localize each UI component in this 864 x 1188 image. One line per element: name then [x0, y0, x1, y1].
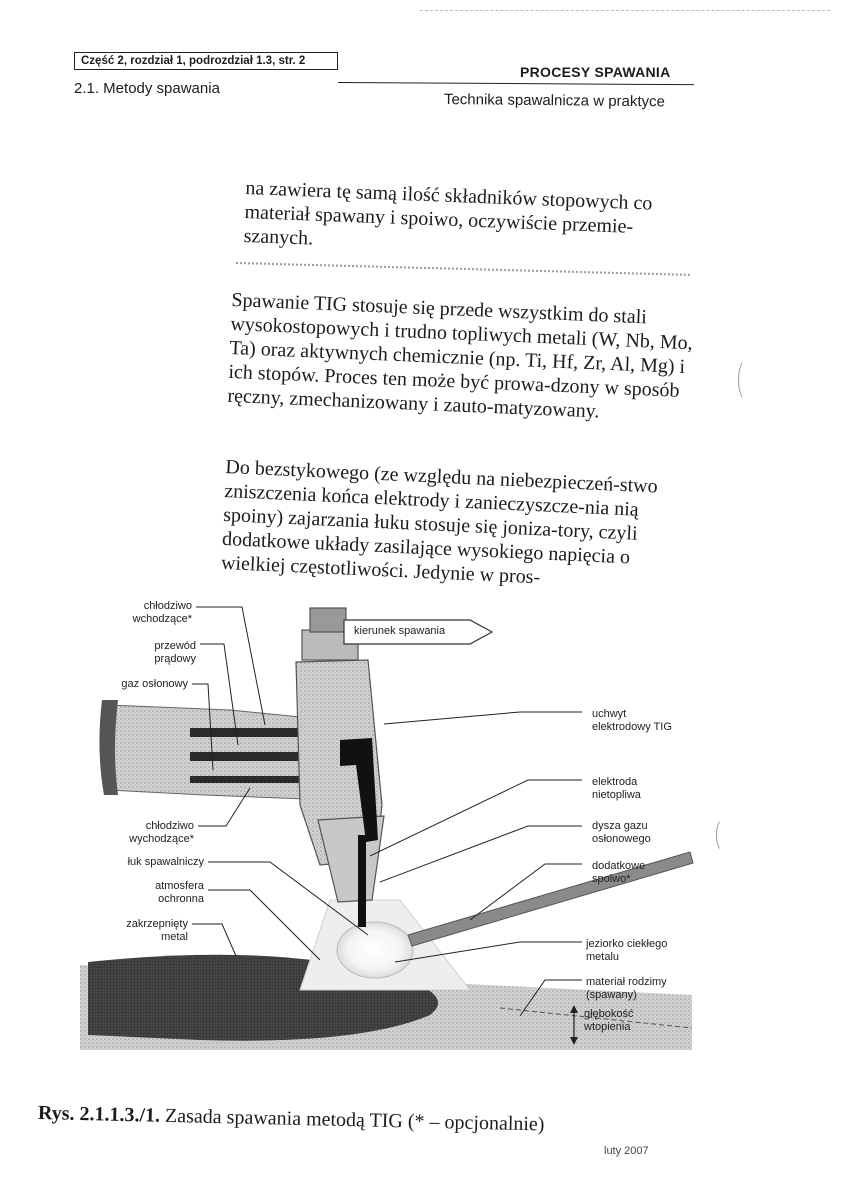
tig-welding-figure	[0, 590, 864, 1100]
scan-top-line	[420, 10, 830, 11]
leader-line	[192, 924, 236, 956]
label-coolant-in: chłodziwo wchodzące*	[132, 600, 192, 625]
label-solidified-metal: zakrzepnięty metal	[126, 918, 188, 943]
chapter-label: 2.1. Metody spawania	[74, 80, 220, 97]
section-reference: Część 2, rozdział 1, podrozdział 1.3, str. 2	[74, 52, 338, 70]
caption-text: Zasada spawania metodą TIG (* – opcjonalnie)	[159, 1104, 545, 1136]
figure-caption	[38, 1102, 545, 1136]
title-divider	[338, 82, 694, 85]
label-current-lead: przewód prądowy	[154, 640, 196, 665]
label-atmosphere: atmosfera ochronna	[155, 880, 204, 905]
leader-line	[208, 890, 320, 960]
leader-line	[384, 712, 582, 724]
paragraph-divider	[236, 262, 690, 276]
paragraph-1: na zawiera tę samą ilość składników stopowych co materiał spawany i spoiwo, oczywiście przemie-szanych.	[243, 176, 653, 250]
label-shield-gas: gaz osłonowy	[121, 678, 188, 690]
label-arc: łuk spawalniczy	[127, 856, 204, 868]
page-subtitle: Technika spawalnicza w praktyce	[443, 91, 666, 111]
caption-number: Rys. 2.1.1.3./1.	[37, 1102, 161, 1127]
scan-mark	[738, 358, 757, 402]
label-weld-pool: jeziorko ciekłego metalu	[586, 938, 668, 963]
page-title: PROCESY SPAWANIA	[520, 64, 671, 80]
filler-rod	[408, 852, 693, 946]
label-coolant-out: chłodziwo wychodzące*	[129, 820, 194, 845]
label-base-material: materiał rodzimy (spawany)	[586, 976, 667, 1001]
label-filler: dodatkowe spoiwo*	[592, 860, 646, 885]
footer-date: luty 2007	[604, 1145, 649, 1157]
label-torch-holder: uchwyt elektrodowy TIG	[592, 708, 672, 733]
paragraph-3: Do bezstykowego (ze względu na niebezpieczeń-stwo zniszczenia końca elektrody i zanieczyszcze-nia nią spoiny) zajarzania łuku stosuje się joniza-tory, czyli dodatkowe układy zasilające wysokiego napięcia o wielkiej częstotliwości. Jedynie w pros-	[220, 455, 659, 589]
leader-line	[196, 607, 265, 725]
torch-cap-top	[310, 608, 346, 632]
label-electrode: elektroda nietopliwa	[592, 776, 641, 801]
direction-label: kierunek spawania	[354, 625, 446, 637]
leader-line	[380, 826, 582, 882]
leader-line	[370, 780, 582, 856]
label-gas-nozzle: dysza gazu osłonowego	[592, 820, 651, 845]
weld-pool-glow	[337, 922, 413, 978]
tungsten-electrode	[358, 835, 366, 927]
paragraph-2: Spawanie TIG stosuje się przede wszystkim do stali wysokostopowych i trudno topliwych metali (W, Nb, Mo, Ta) oraz aktywnych chemicznie (np. Ti, Hf, Zr, Al, Mg) i ich stopów. Proces ten może być prowa-dzony w sposób ręczny, zmechanizowany i zauto-matyzowany.	[227, 288, 694, 423]
label-penetration-depth: głębokość wtopienia	[584, 1008, 634, 1033]
